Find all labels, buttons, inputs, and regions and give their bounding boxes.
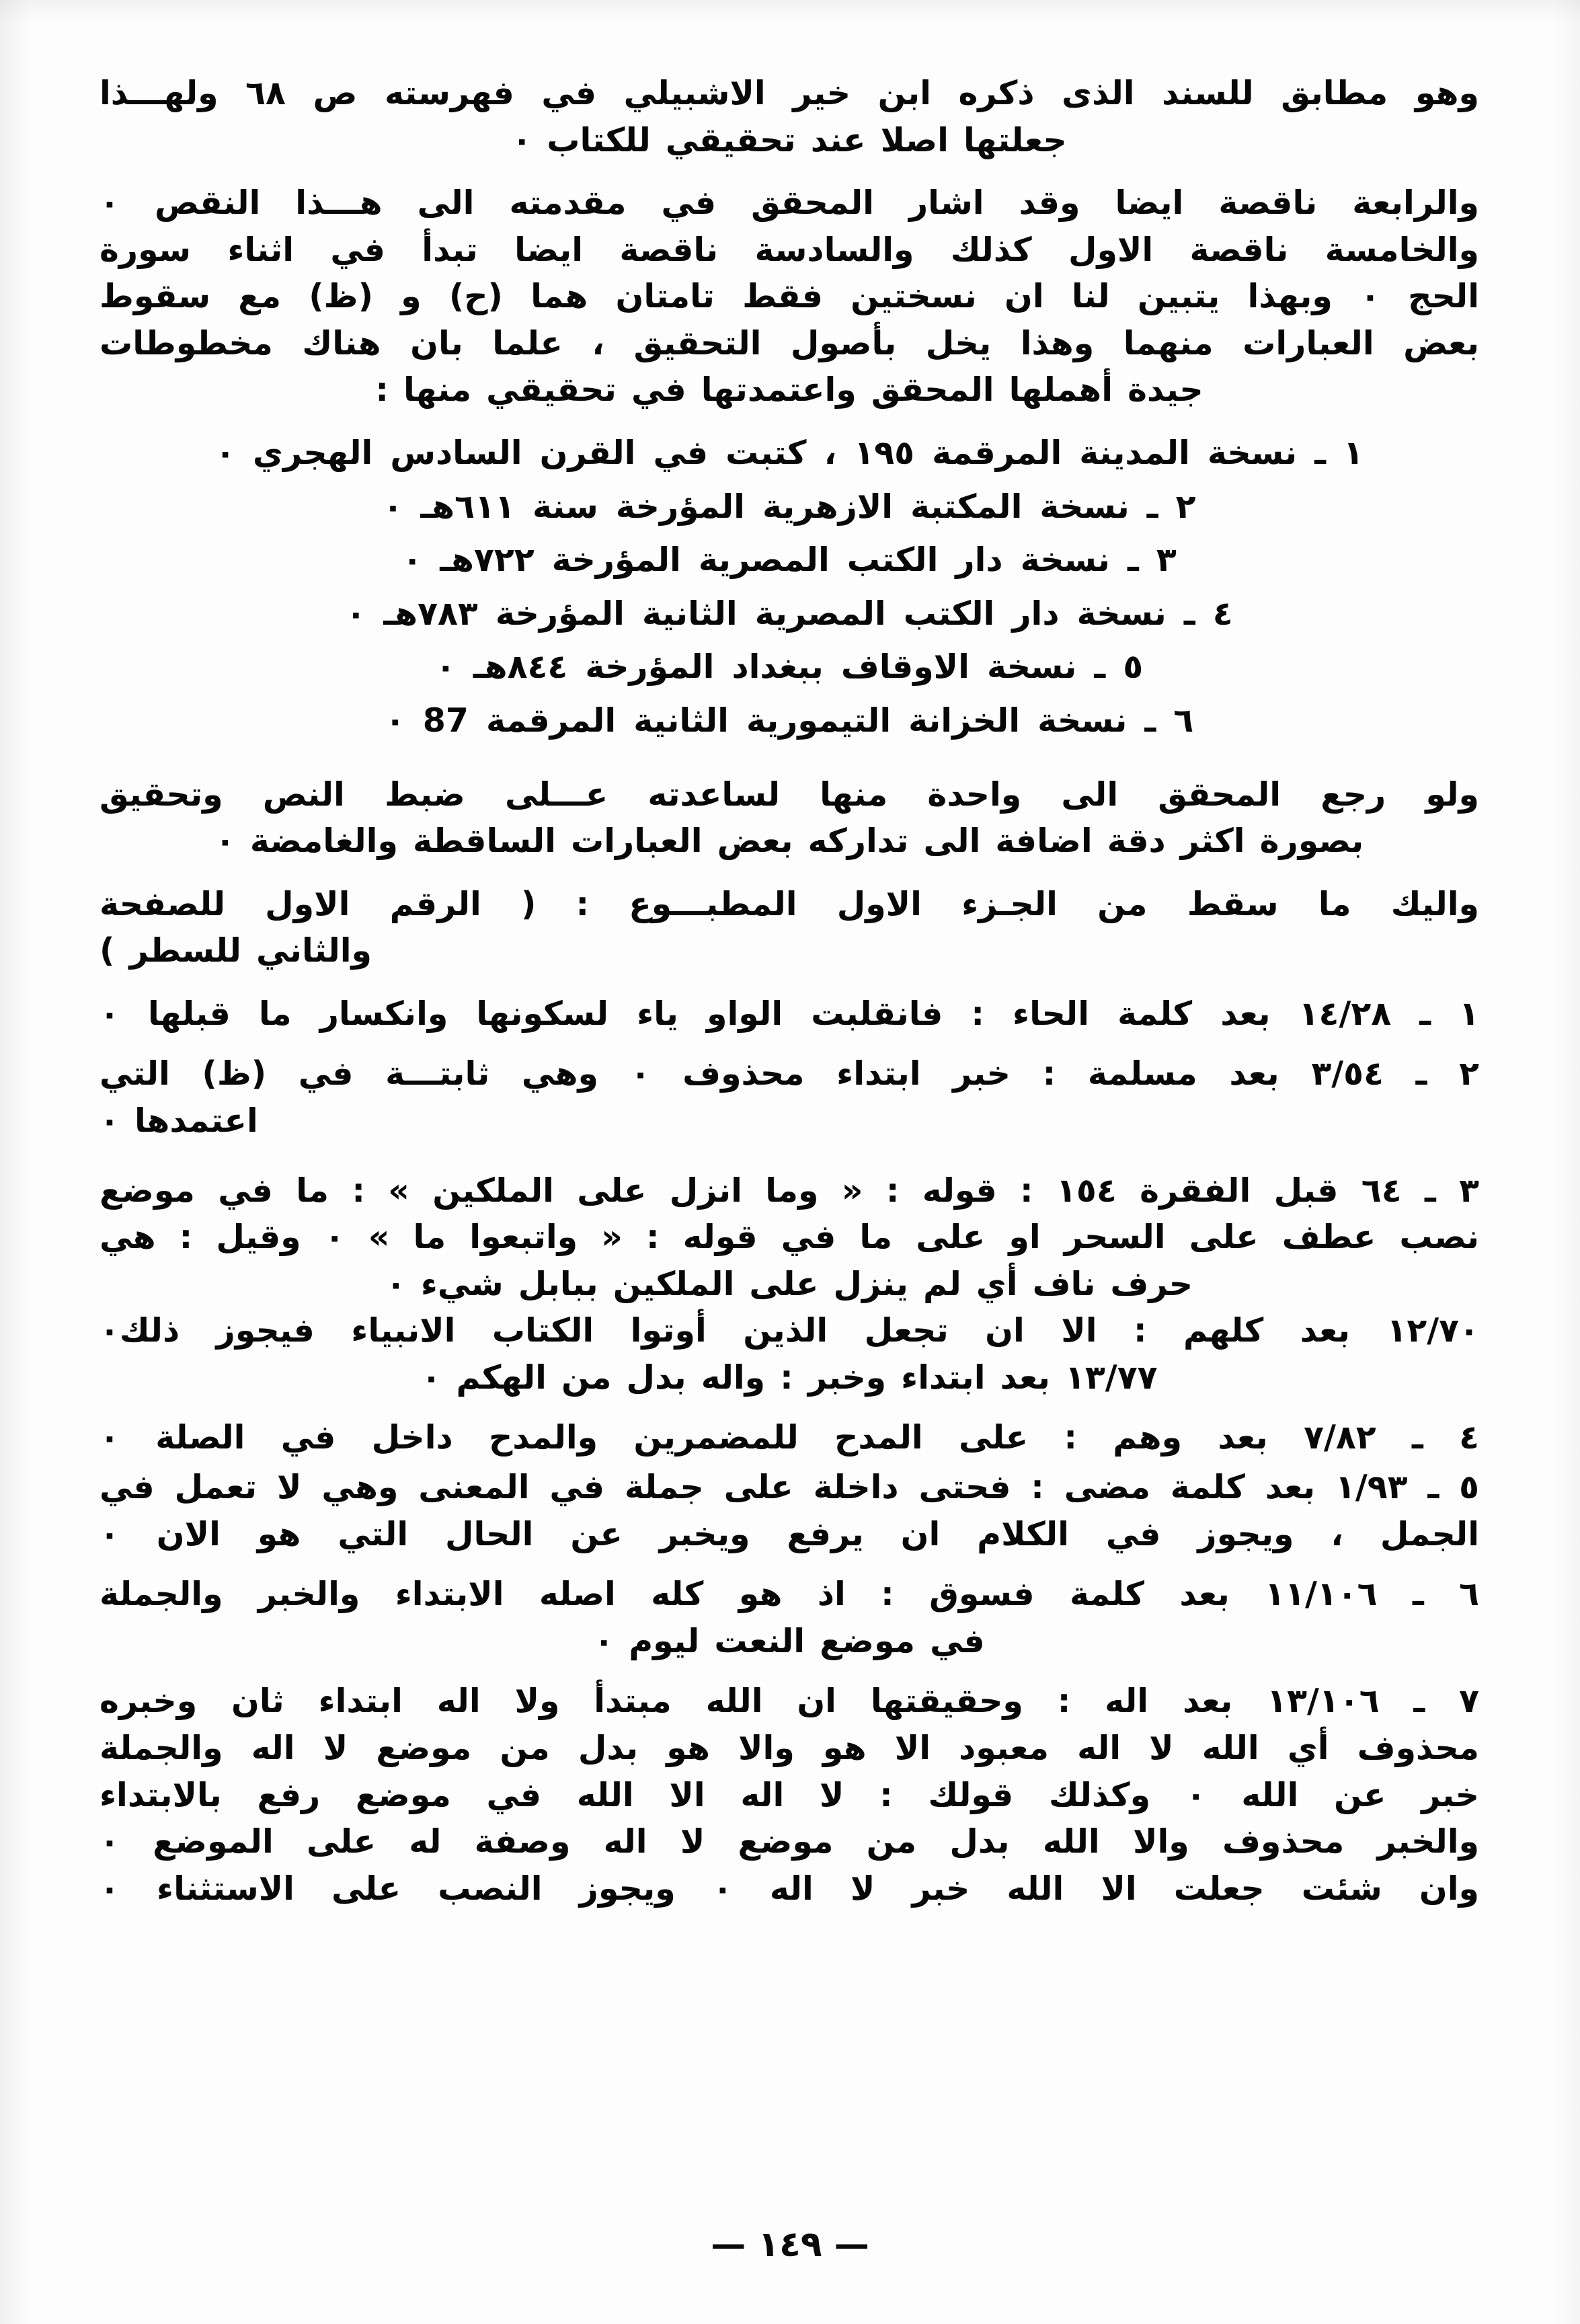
errata-spacer [100, 1560, 1479, 1571]
scan-edge-shadow-left [0, 0, 31, 2324]
list-item-marker: ١ ـ [1314, 434, 1364, 473]
list-item [100, 590, 1479, 637]
paragraph-line: والخامسة ناقصة الاول كذلك والسادسة ناقصة ايضا تبدأ في اثناء سورة [100, 230, 1479, 269]
errata-item [100, 1167, 1479, 1401]
paragraph-line: ولو رجع المحقق الى واحدة منها لساعدته عـــلى ضبط النص وتحقيق [100, 775, 1479, 814]
list-item-text: نسخة الخزانة التيمورية الثانية المرقمة 87 ٠ [385, 701, 1128, 740]
errata-line: في موضع النعت ليوم ٠ [594, 1621, 985, 1660]
list-item-text: نسخة المدينة المرقمة ١٩٥ ، كتبت في القرن السادس الهجري ٠ [215, 434, 1298, 473]
errata-line: خبر عن الله ٠ وكذلك قولك : لا اله الا الله في موضع رفع بالابتداء [100, 1775, 1479, 1814]
list-item [100, 430, 1479, 477]
errata-line: ٣ ـ ٦٤ قبل الفقرة ١٥٤ : قوله : « وما انزل على الملكين » : ما في موضع [100, 1171, 1479, 1210]
errata-item [100, 1678, 1479, 1912]
list-spacer [100, 419, 1479, 430]
paragraph-continuation [100, 70, 1479, 163]
list-item [100, 483, 1479, 531]
paragraph-line: والثاني للسطر ) [100, 931, 372, 970]
paragraph-evaluation [100, 771, 1479, 865]
paragraph-spacer [100, 751, 1479, 771]
errata-spacer [100, 1667, 1479, 1678]
errata-spacer [100, 1040, 1479, 1050]
errata-line: ١ ـ ١٤/٢٨ بعد كلمة الحاء : فانقلبت الواو ياء لسكونها وانكسار ما قبلها ٠ [100, 994, 1479, 1033]
paragraph-spacer [100, 169, 1479, 180]
errata-line: وان شئت جعلت الا الله خبر لا اله ٠ ويجوز النصب على الاستثناء ٠ [100, 1869, 1479, 1908]
paragraph-line: وهو مطابق للسند الذى ذكره ابن خير الاشبيلي في فهرسته ص ٦٨ ولهـــذا [100, 74, 1479, 112]
list-spacer [100, 980, 1479, 991]
errata-item [100, 1571, 1479, 1664]
scan-edge-shadow-right [1553, 0, 1580, 2324]
errata-line: حرف ناف أي لم ينزل على الملكين ببابل شيء ٠ [385, 1264, 1193, 1303]
errata-line: ٦ ـ ١١/١٠٦ بعد كلمة فسوق : اذ هو كله اصله الابتداء والخبر والجملة [100, 1575, 1479, 1614]
paragraph-line: بصورة اكثر دقة اضافة الى تداركه بعض العبارات الساقطة والغامضة ٠ [214, 822, 1364, 861]
errata-line: ١٣/٧٧ بعد ابتداء وخبر : واله بدل من الهكم ٠ [421, 1358, 1158, 1397]
list-item-marker: ٣ ـ [1128, 541, 1177, 580]
list-item-marker: ٤ ـ [1183, 594, 1233, 633]
errata-line: ٢ ـ ٣/٥٤ بعد مسلمة : خبر ابتداء محذوف ٠ وهي ثابتـــة في (ظ) التي [100, 1054, 1479, 1093]
errata-item [100, 991, 1479, 1038]
errata-list [100, 991, 1479, 1912]
errata-line: محذوف أي الله لا اله معبود الا هو والا هو بدل من موضع لا اله والجملة [100, 1728, 1479, 1767]
scan-edge-shadow-top [0, 0, 1580, 23]
manuscript-list [100, 430, 1479, 744]
list-item-marker: ٦ ـ [1144, 701, 1194, 740]
list-item-marker: ٥ ـ [1094, 648, 1144, 687]
page-number: — ١٤٩ — [711, 2224, 869, 2265]
paragraph-spacer [100, 870, 1479, 881]
errata-item [100, 1414, 1479, 1461]
errata-spacer [100, 1403, 1479, 1414]
paragraph-line: جيدة أهملها المحقق واعتمدتها في تحقيقي منها : [375, 371, 1203, 410]
errata-item [100, 1050, 1479, 1144]
list-item-text: نسخة دار الكتب المصرية المؤرخة ٧٢٢هـ ٠ [402, 541, 1110, 580]
errata-line: نصب عطف على السحر او على ما في قوله : « واتبعوا ما » ٠ وقيل : هي [100, 1218, 1479, 1257]
list-item [100, 537, 1479, 584]
list-item [100, 644, 1479, 691]
errata-line: ٧ ـ ١٣/١٠٦ بعد اله : وحقيقتها ان الله مبتدأ ولا اله ابتداء ثان وخبره [100, 1682, 1479, 1721]
errata-item [100, 1464, 1479, 1557]
list-item-marker: ٢ ـ [1146, 487, 1196, 526]
paragraph-line: جعلتها اصلا عند تحقيقي للكتاب ٠ [512, 120, 1067, 159]
page-footer [0, 2224, 1580, 2265]
paragraph-manuscripts-intro [100, 180, 1479, 414]
list-item-text: نسخة المكتبة الازهرية المؤرخة سنة ٦١١هـ ٠ [383, 487, 1130, 526]
errata-line: الجمل ، ويجوز في الكلام ان يرفع ويخبر عن الحال التي هو الان ٠ [100, 1514, 1479, 1553]
errata-spacer [100, 1147, 1479, 1167]
errata-line: ١٢/٧٠ بعد كلهم : الا ان تجعل الذين أوتوا الكتاب الانبياء فيجوز ذلك٠ [100, 1311, 1479, 1350]
paragraph-line: الحج ٠ وبهذا يتبين لنا ان نسختين فقط تامتان هما (ح) و (ظ) مع سقوط [100, 277, 1479, 316]
errata-line: والخبر محذوف والا الله بدل من موضع لا اله وصفة له على الموضع ٠ [100, 1822, 1479, 1861]
errata-line: ٤ ـ ٧/٨٢ بعد وهم : على المدح للمضمرين والمدح داخل في الصلة ٠ [100, 1418, 1479, 1457]
page-text-block [100, 70, 1479, 1914]
list-item-text: نسخة الاوقاف ببغداد المؤرخة ٨٤٤هـ ٠ [435, 648, 1077, 687]
paragraph-line: واليك ما سقط من الجـزء الاول المطبـــوع : ( الرقم الاول للصفحة [100, 884, 1479, 923]
paragraph-errata-intro [100, 881, 1479, 974]
paragraph-line: والرابعة ناقصة ايضا وقد اشار المحقق في مقدمته الى هـــذا النقص ٠ [100, 184, 1479, 223]
errata-line: ٥ ـ ١/٩٣ بعد كلمة مضى : فحتى داخلة على جملة في المعنى وهي لا تعمل في [100, 1468, 1479, 1507]
list-item-text: نسخة دار الكتب المصرية الثانية المؤرخة ٧٨٣هـ ٠ [346, 594, 1167, 633]
errata-line: اعتمدها ٠ [100, 1101, 258, 1140]
paragraph-line: بعض العبارات منهما وهذا يخل بأصول التحقيق ، علما بان هناك مخطوطات [100, 323, 1479, 362]
list-item [100, 697, 1479, 744]
